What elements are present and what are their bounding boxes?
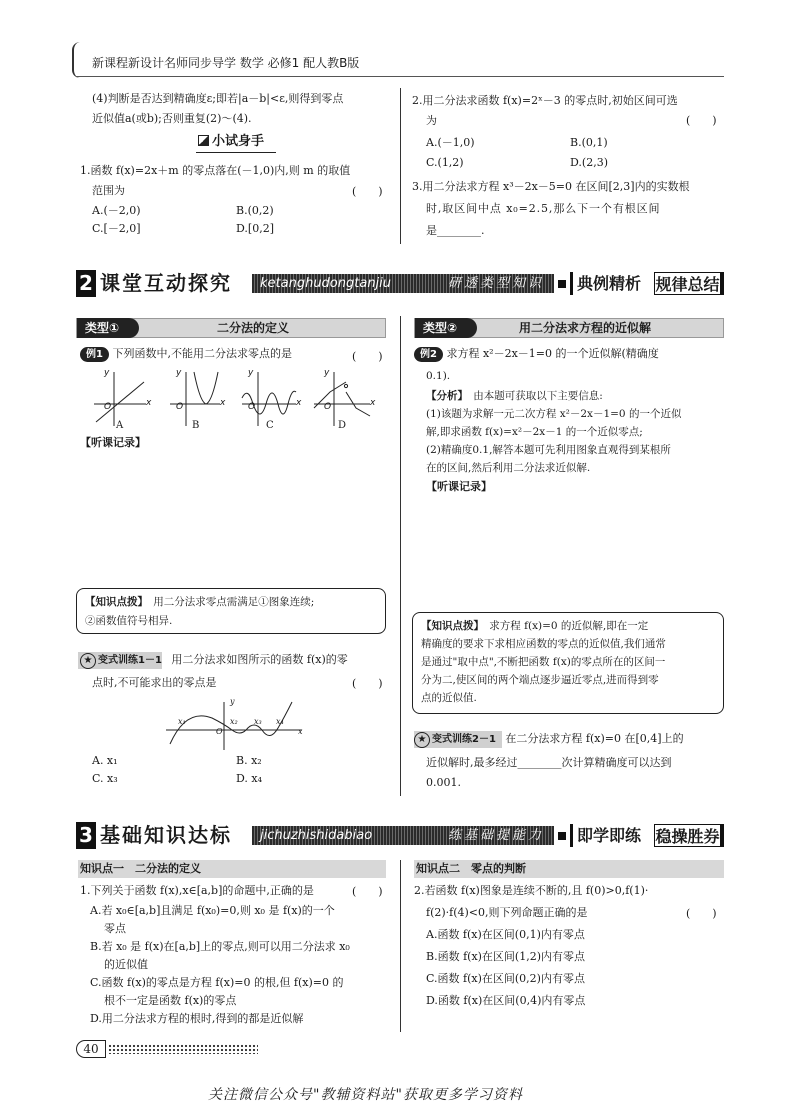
banner-slogan: 练基础提能力 [447, 828, 544, 843]
variant1-line2: 点时,不可能求出的零点是 [92, 676, 217, 689]
banner-tag-1: 即学即练 [570, 824, 645, 847]
quick-test-underline [196, 152, 276, 153]
star-icon: ★ [80, 653, 96, 669]
variant1-option-c: C. x₃ [92, 772, 118, 785]
bottom-divider [400, 860, 401, 1032]
kp1-question: 1.下列关于函数 f(x),x∈[a,b]的命题中,正确的是 [80, 884, 314, 897]
variant1-option-d: D. x₄ [236, 772, 263, 785]
type1-title: 二分法的定义 [217, 321, 290, 335]
example2-line2: 0.1). [426, 370, 451, 382]
analysis-line2: (1)该题为求解一元二次方程 x²－2x－1=0 的一个近似 [426, 408, 682, 420]
kbox1-title: 【知识点拨】 [85, 596, 143, 608]
graph-b-origin: O [176, 402, 184, 412]
kbox2-line5: 点的近似值. [421, 692, 477, 704]
variant1-option-a: A. x₁ [92, 754, 118, 767]
graph-label-c: C [266, 420, 274, 431]
q1-option-a: A.(－2,0) [92, 204, 141, 217]
banner-tag-2: 稳操胜券 [654, 824, 724, 847]
step4-line2: 近似值a(或b);否则重复(2)～(4). [92, 112, 252, 125]
record-label-1: 【听课记录】 [80, 436, 146, 449]
variant1-label: 变式训练1－1 [98, 655, 162, 666]
graph-b-y-label: y [176, 368, 182, 378]
analysis-row [426, 388, 603, 405]
example1-row [80, 346, 292, 362]
graph-label-d: D [338, 420, 347, 431]
banner-tag-2: 规律总结 [654, 272, 724, 295]
banner-number: 2 [76, 270, 96, 297]
analysis-line3: 解,即求函数 f(x)=x²－2x－1 的一个近似零点; [426, 426, 643, 438]
graph-a-origin: O [104, 402, 112, 412]
q1-option-b: B.(0,2) [236, 204, 274, 217]
kbox2-line2: 精确度的要求下求相应函数的零点的近似值,我们通常 [421, 638, 666, 650]
example2-row [414, 346, 659, 362]
kbox2-line3: 是通过"取中点",不断把函数 f(x)的零点所在的区间一 [421, 656, 666, 668]
pencil-icon [198, 135, 209, 146]
example1-text: 下列函数中,不能用二分法求零点的是 [112, 347, 292, 360]
analysis-label: 【分析】 [426, 390, 463, 402]
step4-line1: (4)判断是否达到精确度ε;即若|a－b|<ε,则得到零点 [92, 92, 344, 105]
top-divider [400, 88, 401, 244]
graph-d-y-label: y [324, 368, 330, 378]
banner-strip [252, 274, 554, 293]
q3-line1: 3.用二分法求方程 x³－2x－5=0 在区间[2,3]内的实数根 [412, 180, 690, 193]
page-number: 40 [83, 1042, 99, 1056]
section-title: 小试身手 [212, 134, 265, 149]
kbox2-line4: 分为二,使区间的两个端点逐步逼近零点,进而得到零 [421, 674, 659, 686]
header-bracket [72, 42, 82, 78]
quick-test-heading [198, 132, 264, 153]
banner-strip [252, 826, 554, 845]
q2-option-a: A.(－1,0) [426, 136, 475, 149]
type2-label: 类型② [415, 318, 477, 338]
q2-option-c: C.(1,2) [426, 156, 464, 169]
variant2-line1: 在二分法求方程 f(x)=0 在[0,4]上的 [505, 732, 684, 745]
banner-number: 3 [76, 822, 96, 849]
q2-option-d: D.(2,3) [570, 156, 609, 169]
graph-d-origin: O [324, 402, 332, 412]
var-label-x: x [298, 727, 303, 736]
section-banner-3 [76, 822, 724, 849]
graph-b-x-label: x [220, 398, 226, 408]
q1-line2: 范围为 [92, 184, 125, 197]
example1-paren: ( ) [352, 350, 383, 363]
var-label-x1: x₁ [178, 717, 186, 726]
q1-option-d: D.[0,2] [236, 222, 275, 235]
q3-line3: 是________. [426, 224, 485, 237]
kp2-option-a: A.函数 f(x)在区间(0,1)内有零点 [426, 928, 585, 941]
banner-square-icon [558, 280, 566, 288]
footer-dots [108, 1044, 258, 1054]
footer-note: 关注微信公众号"教辅资料站"获取更多学习资料 [208, 1087, 523, 1103]
example2-label: 例2 [414, 347, 443, 362]
banner-square-icon [558, 832, 566, 840]
header-rule [76, 76, 724, 77]
banner-title: 课堂互动探究 [100, 271, 232, 295]
variant1-line1: 用二分法求如图所示的函数 f(x)的零 [171, 653, 348, 666]
variant2-line3: 0.001. [426, 776, 461, 789]
kp1-option-b-line2: 的近似值 [104, 958, 148, 971]
kbox2-title: 【知识点拨】 [421, 620, 479, 632]
knowledge-box-2 [412, 612, 724, 714]
kp1-title: 知识点一 二分法的定义 [78, 860, 386, 878]
variant1-row [80, 651, 348, 670]
kp1-option-c-line1: C.函数 f(x)的零点是方程 f(x)=0 的根,但 f(x)=0 的 [90, 976, 344, 989]
q1-line1: 1.函数 f(x)=2x＋m 的零点落在(－1,0)内,则 m 的取值 [80, 164, 351, 177]
type1-bar [76, 318, 386, 338]
kbox2-line1: 求方程 f(x)=0 的近似解,即在一定 [489, 620, 649, 632]
banner-pinyin: jichuzhishidabiao [260, 828, 373, 843]
var-label-x3: x₃ [254, 717, 262, 726]
header-title: 新课程新设计名师同步导学 数学 必修1 配人教B版 [92, 56, 360, 70]
section-banner-2 [76, 270, 724, 297]
kbox1-line1: 用二分法求零点需满足①图象连续; [153, 596, 315, 608]
kp2-option-c: C.函数 f(x)在区间(0,2)内有零点 [426, 972, 585, 985]
kp2-option-b: B.函数 f(x)在区间(1,2)内有零点 [426, 950, 586, 963]
graph-label-a: A [116, 420, 124, 431]
q3-line2: 时,取区间中点 x₀=2.5,那么下一个有根区间 [426, 202, 661, 215]
variant2-row [414, 730, 684, 749]
kp1-option-d: D.用二分法求方程的根时,得到的都是近似解 [90, 1012, 304, 1025]
banner-tag-1: 典例精析 [570, 272, 645, 295]
kp1-option-b-line1: B.若 x₀ 是 f(x)在[a,b]上的零点,则可以用二分法求 x₀ [90, 940, 350, 953]
graph-a-x-label: x [146, 398, 152, 408]
var-label-o: O [216, 727, 223, 736]
variant2-line2: 近似解时,最多经过________次计算精确度可以达到 [426, 756, 672, 769]
var-label-y: y [230, 697, 235, 706]
type2-bar [414, 318, 724, 338]
banner-slogan: 研透类型知识 [447, 276, 544, 291]
analysis-line5: 在的区间,然后利用二分法求近似解. [426, 462, 591, 474]
type2-title: 用二分法求方程的近似解 [519, 321, 652, 335]
star-icon: ★ [414, 732, 430, 748]
kp1-paren: ( ) [352, 885, 383, 898]
banner-pinyin: ketanghudongtanjiu [260, 276, 392, 291]
q1-paren: ( ) [352, 185, 383, 198]
kbox1-line2: ②函数值符号相异. [85, 615, 173, 627]
graph-a-y-label: y [104, 368, 110, 378]
page-number-box [76, 1040, 106, 1058]
variant1-option-b: B. x₂ [236, 754, 262, 767]
q2-line2: 为 [426, 114, 437, 127]
example1-graphs [90, 368, 380, 434]
graph-c-x-label: x [296, 398, 302, 408]
analysis-line1: 由本题可获取以下主要信息: [473, 390, 603, 402]
graph-c-y-label: y [248, 368, 254, 378]
example1-label: 例1 [80, 347, 109, 362]
kp2-question-line1: 2.若函数 f(x)图象是连续不断的,且 f(0)>0,f(1)· [414, 884, 649, 897]
q1-option-c: C.[－2,0] [92, 222, 141, 235]
q2-line1: 2.用二分法求函数 f(x)=2ˣ－3 的零点时,初始区间可选 [412, 94, 678, 107]
kp1-option-c-line2: 根不一定是函数 f(x)的零点 [104, 994, 237, 1007]
analysis-line4: (2)精确度0.1,解答本题可先利用图象直观得到某根所 [426, 444, 671, 456]
variant2-label: 变式训练2－1 [432, 734, 496, 745]
var-label-x4: x₄ [276, 717, 284, 726]
kp2-paren: ( ) [686, 907, 717, 920]
kp2-title: 知识点二 零点的判断 [414, 860, 724, 878]
banner-title: 基础知识达标 [100, 823, 232, 847]
example2-line1: 求方程 x²－2x－1=0 的一个近似解(精确度 [446, 347, 659, 360]
kp2-question-line2: f(2)·f(4)<0,则下列命题正确的是 [426, 906, 588, 919]
variant1-paren: ( ) [352, 677, 383, 690]
graph-d-x-label: x [370, 398, 376, 408]
q2-option-b: B.(0,1) [570, 136, 608, 149]
kp1-option-a-line2: 零点 [104, 922, 126, 935]
graph-label-b: B [192, 420, 200, 431]
record-label-2: 【听课记录】 [426, 480, 492, 493]
q2-paren: ( ) [686, 114, 717, 127]
middle-divider [400, 316, 401, 796]
knowledge-box-1 [76, 588, 386, 634]
type1-label: 类型① [77, 318, 139, 338]
var-label-x2: x₂ [230, 717, 238, 726]
kp1-option-a-line1: A.若 x₀∈[a,b]且满足 f(x₀)=0,则 x₀ 是 f(x)的一个 [90, 904, 335, 917]
kp2-option-d: D.函数 f(x)在区间(0,4)内有零点 [426, 994, 586, 1007]
graph-c-origin: O [248, 402, 256, 412]
